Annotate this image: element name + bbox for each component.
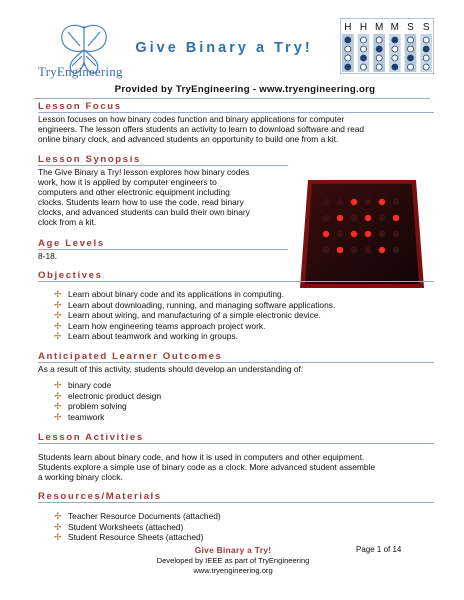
lesson-activities-text: [38, 452, 375, 482]
led-icon: [379, 231, 385, 237]
list-item: ✢ Student Worksheets (attached): [54, 521, 184, 532]
clock-dot-icon: [345, 46, 351, 52]
clock-dot-icon: [376, 37, 382, 43]
text-line: computers and other electronic equipment including: [38, 187, 230, 197]
bullet-icon: ✢: [54, 320, 62, 331]
text-line: clocks. Students learn how to use the code, read binary: [38, 197, 244, 207]
bullet-icon: ✢: [54, 511, 62, 521]
clock-dot-icon: [345, 55, 351, 61]
clock-dot-icon: [423, 37, 429, 43]
lesson-focus-text: [38, 114, 364, 144]
clock-dot-icon: [408, 55, 414, 61]
clock-column-label: H: [344, 22, 352, 33]
list-item: ✢ Learn about wiring, and manufacturing of a simple electronic device.: [54, 310, 321, 320]
led-icon: [323, 215, 329, 221]
list-item: ✢ Learn about downloading, running, and managing software applications.: [54, 299, 336, 310]
clock-dot-icon: [423, 55, 429, 61]
text-line: clock from a kit.: [38, 217, 97, 227]
lesson-activities-heading: Lesson Activities: [38, 432, 144, 443]
clock-column-label: M: [390, 22, 400, 33]
led-icon: [351, 231, 357, 237]
bullet-icon: ✢: [54, 299, 62, 310]
age-levels-heading: Age Levels: [38, 238, 105, 249]
led-icon: [379, 199, 385, 205]
text-line: online binary clock, and advanced students an opportunity to build one from a kit.: [38, 134, 339, 144]
led-icon: [365, 247, 371, 253]
resources-list: [54, 511, 221, 543]
led-icon: [337, 215, 343, 221]
bullet-icon: ✢: [54, 532, 62, 542]
clock-dot-icon: [392, 37, 398, 43]
led-icon: [351, 247, 357, 253]
led-icon: [351, 215, 357, 221]
text-line: a working binary clock.: [38, 472, 123, 482]
led-icon: [337, 247, 343, 253]
led-icon: [337, 231, 343, 237]
list-item: ✢ teamwork: [54, 411, 105, 422]
text-line: engineers. The lesson offers students an activity to learn to download software and read: [38, 124, 365, 134]
lesson-focus-heading: Lesson Focus: [38, 101, 122, 112]
led-icon: [365, 199, 371, 205]
clock-column-label: S: [407, 22, 414, 33]
clock-dot-icon: [376, 46, 382, 52]
section-divider: [38, 443, 434, 444]
clock-dot-icon: [392, 55, 398, 61]
led-icon: [393, 231, 399, 237]
led-icon: [351, 199, 357, 205]
clock-dot-icon: [345, 37, 351, 43]
section-divider: [38, 112, 434, 113]
list-item: ✢ binary code: [54, 380, 112, 390]
list-item: ✢ Learn how engineering teams approach project work.: [54, 320, 266, 331]
bullet-icon: ✢: [54, 411, 62, 422]
age-levels-text: 8-18.: [38, 251, 58, 261]
outcomes-heading: Anticipated Learner Outcomes: [38, 351, 223, 362]
led-icon: [379, 215, 385, 221]
list-item: ✢ electronic product design: [54, 390, 162, 401]
clock-dot-icon: [361, 37, 367, 43]
led-icon: [393, 247, 399, 253]
bullet-icon: ✢: [54, 289, 62, 299]
objectives-list: [54, 289, 335, 342]
text-line: Lesson focuses on how binary codes function and binary applications for computer: [38, 114, 345, 124]
objectives-heading: Objectives: [38, 270, 103, 281]
led-icon: [379, 247, 385, 253]
list-item: ✢ Learn about teamwork and working in groups.: [54, 331, 238, 341]
section-divider: [38, 362, 434, 363]
led-icon: [323, 247, 329, 253]
text-line: The Give Binary a Try! lesson explores how binary codes: [38, 167, 250, 177]
text-line: Students explore a simple use of binary code as a clock. More advanced student assemble: [38, 462, 376, 472]
header-divider: [34, 98, 430, 99]
clock-dot-icon: [408, 46, 414, 52]
document-title: Give Binary a Try!: [135, 40, 313, 56]
bullet-icon: ✢: [54, 401, 62, 411]
binary-clock-device-image: [294, 176, 428, 296]
outcomes-list: [54, 380, 161, 422]
clock-dot-icon: [423, 64, 429, 70]
text-line: clocks, and advanced students can build their own binary: [38, 207, 250, 217]
clock-dot-icon: [423, 46, 429, 52]
clock-dot-icon: [376, 55, 382, 61]
list-item: ✢ problem solving: [54, 401, 127, 411]
list-item: ✢ Learn about binary code and its applications in computing.: [54, 289, 285, 299]
clock-dot-icon: [361, 46, 367, 52]
led-icon: [323, 231, 329, 237]
footer-title: Give Binary a Try!: [194, 545, 272, 555]
clock-dot-icon: [361, 55, 367, 61]
footer-website: www.tryengineering.org: [193, 566, 273, 575]
clock-dot-icon: [408, 64, 414, 70]
lesson-synopsis-heading: Lesson Synopsis: [38, 154, 141, 165]
section-divider: [38, 502, 434, 503]
clock-column-label: H: [359, 22, 368, 33]
led-icon: [365, 215, 371, 221]
clock-dot-icon: [376, 64, 382, 70]
provided-by: Provided by TryEngineering - www.tryengineering.org: [114, 84, 376, 95]
clock-dot-icon: [345, 64, 351, 70]
section-divider: [38, 281, 434, 282]
resources-heading: Resources/Materials: [38, 491, 162, 502]
led-icon: [365, 231, 371, 237]
bullet-icon: ✢: [54, 380, 62, 390]
footer-developed-by: Developed by IEEE as part of TryEngineering: [156, 556, 310, 565]
clock-dot-icon: [408, 37, 414, 43]
bullet-icon: ✢: [54, 331, 62, 341]
clock-column-label: M: [374, 22, 384, 33]
led-icon: [393, 215, 399, 221]
led-icon: [337, 199, 343, 205]
led-icon: [393, 199, 399, 205]
clock-column-label: S: [422, 22, 430, 33]
section-divider: [38, 165, 288, 166]
list-item: ✢ Student Resource Sheets (attached): [54, 532, 204, 542]
page-number: Page 1 of 14: [356, 545, 402, 554]
text-line: work, how it is applied by computer engineers to: [38, 177, 217, 187]
binary-clock-graphic: [340, 18, 434, 74]
clock-dot-icon: [392, 64, 398, 70]
bullet-icon: ✢: [54, 310, 62, 320]
clock-dot-icon: [361, 64, 367, 70]
bullet-icon: ✢: [54, 390, 62, 401]
section-divider: [38, 249, 288, 250]
logo-text: TryEngineering: [38, 64, 123, 79]
bullet-icon: ✢: [54, 521, 62, 532]
text-line: Students learn about binary code, and how it is used in computers and other equipment.: [38, 452, 365, 462]
lesson-synopsis-text: [38, 167, 250, 227]
led-icon: [323, 199, 329, 205]
outcomes-intro: As a result of this activity, students should develop an understanding of:: [38, 364, 304, 374]
list-item: ✢ Teacher Resource Documents (attached): [54, 511, 221, 521]
clock-dot-icon: [392, 46, 398, 52]
